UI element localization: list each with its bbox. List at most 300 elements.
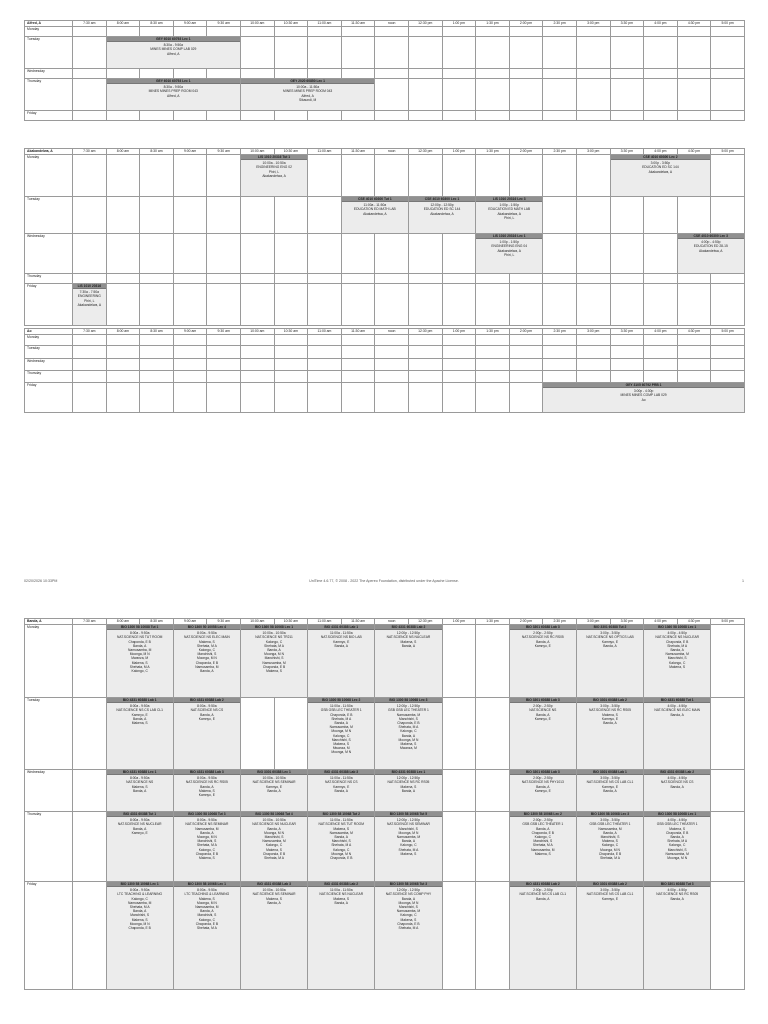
empty-slot xyxy=(240,371,274,383)
class-event-line: Namusamba, M xyxy=(531,847,555,852)
class-event-block[interactable] xyxy=(644,625,711,698)
class-event-details xyxy=(577,703,643,725)
class-event-line: Chaponda, E B xyxy=(128,926,151,931)
time-slot-header: noon xyxy=(375,329,409,335)
class-event-line: NAT.SCIENCE NS TUT ROOM xyxy=(318,822,364,827)
class-event-line: NAT.SCIENCE NS CS LAB CL1 xyxy=(586,780,634,785)
empty-slot xyxy=(576,284,610,326)
class-event-line: Namusamba, M xyxy=(598,826,622,831)
empty-slot xyxy=(711,346,745,359)
empty-slot xyxy=(106,27,140,37)
empty-slot xyxy=(543,111,577,121)
class-event-line: Phiri, L xyxy=(84,298,95,303)
class-event-details xyxy=(107,775,173,793)
empty-slot xyxy=(576,335,610,346)
empty-slot xyxy=(576,359,610,371)
class-event-block[interactable] xyxy=(509,770,576,812)
class-event-line: Namusamba, M xyxy=(195,664,219,669)
empty-slot xyxy=(644,27,678,37)
class-event-line: NAT.SCIENCE NS TUT ROOM xyxy=(116,635,163,640)
class-event-line: Namusamba, M xyxy=(262,839,286,844)
class-event-line: Chaponda, E B xyxy=(397,921,420,926)
class-event-block[interactable] xyxy=(644,770,711,812)
class-event-block[interactable] xyxy=(240,770,307,812)
empty-slot xyxy=(644,371,678,383)
class-event-line: Kalongo, C xyxy=(198,648,216,653)
class-event-line: 4:00p - 4:50p xyxy=(667,776,687,781)
class-event-line: Shehata, M A xyxy=(667,839,688,844)
class-event-line: Namusamba, M xyxy=(195,905,219,910)
class-event-line: Moonga, M N xyxy=(264,652,284,657)
class-event-block[interactable] xyxy=(576,882,643,990)
class-event-block[interactable] xyxy=(476,197,543,234)
class-event-line: NAT.SCIENCE NS ELEC MAIN xyxy=(184,635,230,640)
empty-slot xyxy=(308,371,342,383)
class-event-line: Manchishi, S xyxy=(667,656,687,661)
class-event-line: EDUCATION ED SC 144 xyxy=(642,165,679,170)
class-event-block[interactable] xyxy=(308,812,375,882)
empty-slot xyxy=(644,197,678,234)
time-slot-header: 3:30 pm xyxy=(610,21,644,27)
class-event-line: Alfred, A xyxy=(167,51,180,56)
class-event-block[interactable] xyxy=(576,625,643,698)
class-event-line: Kalongo, C xyxy=(669,843,686,848)
class-event-line: 8:00a - 9:50a xyxy=(197,776,217,781)
class-event-line: Manchishi, S xyxy=(667,847,687,852)
empty-slot xyxy=(73,698,107,770)
class-event-title: GEY 3105 60792 PRB 1 xyxy=(543,383,744,388)
day-row xyxy=(25,770,745,812)
empty-slot xyxy=(274,346,308,359)
class-event-title: BIO 1360 58 10068 Lec 1 xyxy=(644,625,710,630)
day-row xyxy=(25,371,745,383)
empty-slot xyxy=(476,812,510,882)
empty-slot xyxy=(341,37,375,69)
class-event-block[interactable] xyxy=(644,882,711,990)
empty-slot xyxy=(476,27,510,37)
class-event-block[interactable] xyxy=(173,770,240,812)
empty-slot xyxy=(274,371,308,383)
class-event-line: Makena, S xyxy=(333,826,350,831)
class-event-line: Banda, A xyxy=(670,835,684,840)
empty-slot xyxy=(509,274,543,284)
empty-slot xyxy=(207,111,241,121)
class-event-block[interactable] xyxy=(240,625,307,698)
time-slot-header: 11:30 am xyxy=(341,329,375,335)
class-event-block[interactable] xyxy=(106,37,240,69)
class-event-line: Shehata, M A xyxy=(398,926,419,931)
class-event-details xyxy=(543,388,744,402)
class-event-block[interactable] xyxy=(106,698,173,770)
class-event-block[interactable] xyxy=(677,234,744,274)
empty-slot xyxy=(677,284,711,326)
class-event-block[interactable] xyxy=(509,812,576,882)
class-event-block[interactable] xyxy=(509,882,576,990)
empty-slot xyxy=(509,155,543,197)
class-event-block[interactable] xyxy=(106,812,173,882)
class-event-line: 3:00p - 3:50p xyxy=(600,818,620,823)
day-label: Thursday xyxy=(25,812,73,882)
class-event-block[interactable] xyxy=(476,234,543,274)
class-event-block[interactable] xyxy=(240,79,374,111)
class-event-title: BIO 1300 58 10088 Tut 1 xyxy=(107,625,173,630)
class-event-line: Banda, A xyxy=(401,788,416,793)
empty-slot xyxy=(610,371,644,383)
class-event-block[interactable] xyxy=(106,770,173,812)
class-event-line: MINES MINES PREP ROOM 043 xyxy=(148,89,198,94)
empty-slot xyxy=(677,111,711,121)
empty-slot xyxy=(442,625,476,698)
class-event-line: NAT.SCIENCE NS CS xyxy=(660,780,694,785)
class-event-block[interactable] xyxy=(610,155,711,197)
class-event-line: Chaponda, E B xyxy=(195,921,219,926)
class-event-line: Banda, A xyxy=(267,648,281,653)
class-event-block[interactable] xyxy=(173,812,240,882)
empty-slot xyxy=(644,111,678,121)
class-event-line: NAT.SCIENCE NS xyxy=(529,708,557,713)
class-event-block[interactable] xyxy=(375,882,442,990)
empty-slot xyxy=(207,155,241,197)
class-event-details xyxy=(241,817,307,860)
class-event-title: BIO 3301 60388 Tut 3 xyxy=(644,882,710,887)
empty-slot xyxy=(106,335,140,346)
empty-slot xyxy=(476,698,510,770)
empty-slot xyxy=(644,274,678,284)
time-slot-header: 5:00 pm xyxy=(711,329,745,335)
class-event-line: Kamnyo, E xyxy=(198,793,215,798)
class-event-line: Chaponda, E B xyxy=(330,856,353,861)
empty-slot xyxy=(106,383,140,413)
class-event-details xyxy=(644,817,710,860)
empty-slot xyxy=(509,111,543,121)
time-slot-header: 2:30 pm xyxy=(543,329,577,335)
time-slot-header: 4:00 pm xyxy=(644,149,678,155)
time-slot-header: 11:00 am xyxy=(308,21,342,27)
empty-slot xyxy=(476,79,510,111)
class-event-block[interactable] xyxy=(73,284,107,326)
empty-slot xyxy=(207,335,241,346)
footer-page-number: 1 xyxy=(742,579,744,583)
class-event-line: Banda, A xyxy=(267,900,281,905)
time-slot-header: noon xyxy=(375,619,409,625)
class-event-line: ENGINEERING ENG 04 xyxy=(491,244,528,249)
class-event-line: Akakandelwa, A xyxy=(497,211,521,216)
time-slot-header: 11:00 am xyxy=(308,329,342,335)
class-event-line: Banda, A xyxy=(603,830,617,835)
empty-slot xyxy=(140,27,174,37)
class-event-block[interactable] xyxy=(173,698,240,770)
class-event-line: Shehata, M A xyxy=(398,725,419,730)
instructor-name: Akakandelwa, A xyxy=(25,149,73,155)
class-event-line: Chaponda, E B xyxy=(195,660,219,665)
class-event-block[interactable] xyxy=(106,882,173,990)
class-event-line: LTC TEACHING & LEARNING xyxy=(117,892,163,897)
time-slot-header: 2:00 pm xyxy=(509,21,543,27)
class-event-block[interactable] xyxy=(375,625,442,698)
class-event-title: BIO 1300 58 10068 Tut 2 xyxy=(308,812,374,817)
empty-slot xyxy=(274,359,308,371)
empty-slot xyxy=(73,335,107,346)
class-event-line: MINES MINES COMP LAB 029 xyxy=(150,47,197,52)
class-event-details xyxy=(375,775,441,793)
empty-slot xyxy=(308,335,342,346)
empty-slot xyxy=(677,359,711,371)
class-event-line: Akakandelwa, A xyxy=(430,211,454,216)
footer-copyright: UniTime 4.6.77, © 2008 - 2022 The Apereo Foundation, distributed under the Apache License. xyxy=(309,579,459,583)
class-event-line: EDUCATION ED 28-15 xyxy=(693,244,728,249)
empty-slot xyxy=(576,79,610,111)
class-event-line: 3:00p - 3:50p xyxy=(600,704,620,709)
class-event-details xyxy=(375,703,441,750)
empty-slot xyxy=(408,383,442,413)
class-event-line: Makena, S xyxy=(266,896,282,901)
class-event-block[interactable] xyxy=(543,383,745,413)
class-event-block[interactable] xyxy=(408,197,475,234)
class-event-line: 11:00a - 11:50a xyxy=(329,818,353,823)
empty-slot xyxy=(677,274,711,284)
empty-slot xyxy=(476,37,510,69)
class-event-line: NAT.SCIENCE NS NUCLEAR xyxy=(319,892,364,897)
class-event-line: Kamnyo, E xyxy=(601,784,619,789)
empty-slot xyxy=(106,111,140,121)
empty-slot xyxy=(375,359,409,371)
class-event-block[interactable] xyxy=(509,698,576,770)
empty-slot xyxy=(341,359,375,371)
class-event-line: Moonga, M N xyxy=(129,921,150,926)
empty-slot xyxy=(240,284,274,326)
class-event-line: 8:00a - 9:50a xyxy=(129,818,150,823)
time-slot-header: 8:00 am xyxy=(106,21,140,27)
class-event-line: Banda, A xyxy=(200,830,214,835)
empty-slot xyxy=(442,359,476,371)
empty-slot xyxy=(442,882,476,990)
class-event-line: 1:00p - 1:50p xyxy=(499,203,519,208)
class-event-line: 12:00p - 12:50p xyxy=(396,776,420,781)
class-event-block[interactable] xyxy=(240,882,307,990)
empty-slot xyxy=(476,625,510,698)
empty-slot xyxy=(576,346,610,359)
class-event-line: NAT.SCIENCE NS COMP PHY xyxy=(385,892,432,897)
class-event-title: BIO 3301 60388 Lab 2 xyxy=(577,698,643,703)
class-event-details xyxy=(308,630,374,648)
class-event-line: Kalongo, C xyxy=(333,733,350,738)
empty-slot xyxy=(375,383,409,413)
class-event-line: Kamnyo, E xyxy=(198,716,215,721)
class-event-block[interactable] xyxy=(308,625,375,698)
empty-slot xyxy=(509,37,543,69)
class-event-line: 4:00p - 4:50p xyxy=(667,888,687,893)
empty-slot xyxy=(73,27,107,37)
time-slot-header: 2:00 pm xyxy=(509,619,543,625)
class-event-title: BIO 1360 50 10058 Lec 4 xyxy=(174,625,240,630)
class-event-title: BIO 4331 60388 Lec 1 xyxy=(375,770,441,775)
class-event-block[interactable] xyxy=(644,698,711,770)
empty-slot xyxy=(543,234,577,274)
empty-slot xyxy=(610,234,644,274)
empty-slot xyxy=(711,359,745,371)
day-row xyxy=(25,625,745,698)
day-label: Thursday xyxy=(25,274,73,284)
class-event-title: BIO 1300 58 10068 Lec 1 xyxy=(644,812,710,817)
empty-slot xyxy=(240,383,274,413)
time-slot-header: 1:00 pm xyxy=(442,149,476,155)
class-event-title: BIO 1300 58 10068 Tut 3 xyxy=(375,882,441,887)
class-event-block[interactable] xyxy=(375,770,442,812)
class-event-line: Chaponda, E B xyxy=(128,639,151,644)
empty-slot xyxy=(576,274,610,284)
class-event-line: 4:00p - 4:50p xyxy=(667,818,687,823)
class-event-line: Shehata, M A xyxy=(600,856,620,861)
empty-slot xyxy=(207,234,241,274)
class-event-line: NAT.SCIENCE NS OPTICS LAB xyxy=(586,635,634,640)
empty-slot xyxy=(677,335,711,346)
class-event-line: Manchishi, S xyxy=(331,839,351,844)
class-event-details xyxy=(644,630,710,669)
schedule-table-akakandelwa xyxy=(24,148,745,326)
class-event-block[interactable] xyxy=(308,698,375,770)
time-slot-header: 2:30 pm xyxy=(543,619,577,625)
empty-slot xyxy=(677,197,711,234)
class-event-details xyxy=(107,42,240,56)
class-event-line: Banda, A xyxy=(267,788,281,793)
class-event-block[interactable] xyxy=(106,79,240,111)
empty-slot xyxy=(341,234,375,274)
class-event-block[interactable] xyxy=(173,882,240,990)
class-event-line: 11:00a - 11:50a xyxy=(329,631,353,636)
empty-slot xyxy=(73,37,107,69)
empty-slot xyxy=(106,69,140,79)
class-event-line: Banda, A xyxy=(603,721,617,726)
class-event-line: NAT.SCIENCE NS RC RS05 xyxy=(589,708,631,713)
class-event-title: BIO 4331 60388 Lab 2 xyxy=(644,770,710,775)
class-event-block[interactable] xyxy=(341,197,408,234)
class-event-line: Akakandelwa, A xyxy=(648,169,673,174)
class-event-title: BIO 3301 60388 Lab 3 xyxy=(510,770,576,775)
class-event-line: Kamnyo, E xyxy=(601,716,619,721)
class-event-line: Akakandelwa, A xyxy=(363,211,387,216)
empty-slot xyxy=(140,111,174,121)
class-event-block[interactable] xyxy=(106,625,173,698)
empty-slot xyxy=(308,346,342,359)
class-event-title: BIO 3301 60388 Tut 2 xyxy=(577,625,643,630)
class-event-line: Namusamba, M xyxy=(262,660,286,665)
empty-slot xyxy=(442,335,476,346)
empty-slot xyxy=(274,197,308,234)
empty-slot xyxy=(274,69,308,79)
empty-slot xyxy=(677,346,711,359)
class-event-block[interactable] xyxy=(576,770,643,812)
class-event-line: Shehata, M A xyxy=(196,843,217,848)
class-event-block[interactable] xyxy=(173,625,240,698)
class-event-details xyxy=(241,630,307,673)
class-event-line: GSB GSB LEC THEATER 1 xyxy=(522,822,564,827)
time-slot-header: 10:00 am xyxy=(240,149,274,155)
day-row xyxy=(25,274,745,284)
class-event-title: BIO 4331 60388 Lab 3 xyxy=(241,882,307,887)
class-event-line: Moonga, M N xyxy=(264,830,284,835)
empty-slot xyxy=(543,284,577,326)
class-event-block[interactable] xyxy=(576,812,643,882)
empty-slot xyxy=(476,770,510,812)
class-event-title: CSE 4010 60300 Lec 3 xyxy=(678,234,744,239)
class-event-line: Makena, S xyxy=(534,851,551,856)
empty-slot xyxy=(140,197,174,234)
class-event-block[interactable] xyxy=(644,812,711,882)
class-event-title: BIO 1300 58 10068 Tut 5 xyxy=(375,812,441,817)
class-event-block[interactable] xyxy=(375,812,442,882)
time-slot-header: 8:30 am xyxy=(140,21,174,27)
empty-slot xyxy=(408,346,442,359)
empty-slot xyxy=(173,274,207,284)
class-event-line: NAT.SCIENCE NS RC RS05 xyxy=(185,780,228,785)
empty-slot xyxy=(543,69,577,79)
class-event-block[interactable] xyxy=(375,698,442,770)
schedule-table-ao xyxy=(24,328,745,413)
class-event-line: NAT.SCIENCE NS CS xyxy=(324,780,358,785)
class-event-line: Shehata, M A xyxy=(532,843,553,848)
empty-slot xyxy=(375,79,409,111)
class-event-line: 3:00p - 3:50p xyxy=(600,776,620,781)
empty-slot xyxy=(509,371,543,383)
time-slot-header: 10:30 am xyxy=(274,149,308,155)
class-event-line: 8:00a - 9:50a xyxy=(129,704,150,709)
class-event-line: Manchishi, S xyxy=(533,839,553,844)
empty-slot xyxy=(543,79,577,111)
empty-slot xyxy=(106,155,140,197)
empty-slot xyxy=(442,37,476,69)
class-event-line: Banda, A xyxy=(132,643,147,648)
empty-slot xyxy=(442,346,476,359)
empty-slot xyxy=(543,274,577,284)
empty-slot xyxy=(509,359,543,371)
class-event-block[interactable] xyxy=(308,770,375,812)
class-event-line: Namusamba, M xyxy=(665,652,689,657)
class-event-line: Moonga, M N xyxy=(331,750,352,755)
class-event-line: 2:00p - 2:50p xyxy=(533,776,553,781)
class-event-block[interactable] xyxy=(576,698,643,770)
empty-slot xyxy=(140,234,174,274)
class-event-details xyxy=(510,703,576,721)
class-event-line: 11:00a - 11:50a xyxy=(329,888,353,893)
class-event-line: Chaponda, E B xyxy=(330,712,353,717)
class-event-block[interactable] xyxy=(509,625,576,698)
class-event-line: EDUCATION ED MATH LAB xyxy=(353,207,396,212)
class-event-details xyxy=(174,775,240,797)
class-event-line: Kamnyo, E xyxy=(601,896,619,901)
class-event-line: Kalongo, C xyxy=(198,847,216,852)
class-event-line: NAT.SCIENCE NS SEMINAR xyxy=(252,780,296,785)
empty-slot xyxy=(610,335,644,346)
class-event-block[interactable] xyxy=(240,155,307,197)
class-event-block[interactable] xyxy=(240,812,307,882)
empty-slot xyxy=(274,27,308,37)
time-slot-header: 1:00 pm xyxy=(442,329,476,335)
empty-slot xyxy=(240,274,274,284)
class-event-block[interactable] xyxy=(308,882,375,990)
empty-slot xyxy=(476,274,510,284)
empty-slot xyxy=(341,69,375,79)
empty-slot xyxy=(610,111,644,121)
instructor-name: Ao xyxy=(25,329,73,335)
class-event-line: Chaponda, E B xyxy=(262,664,286,669)
day-label: Friday xyxy=(25,383,73,413)
class-event-line: Banda, A xyxy=(603,643,617,648)
time-slot-header: 12:30 pm xyxy=(408,149,442,155)
empty-slot xyxy=(375,111,409,121)
class-event-line: Shehata, M A xyxy=(196,643,217,648)
class-event-line: Banda, A xyxy=(670,896,684,901)
empty-slot xyxy=(173,111,207,121)
